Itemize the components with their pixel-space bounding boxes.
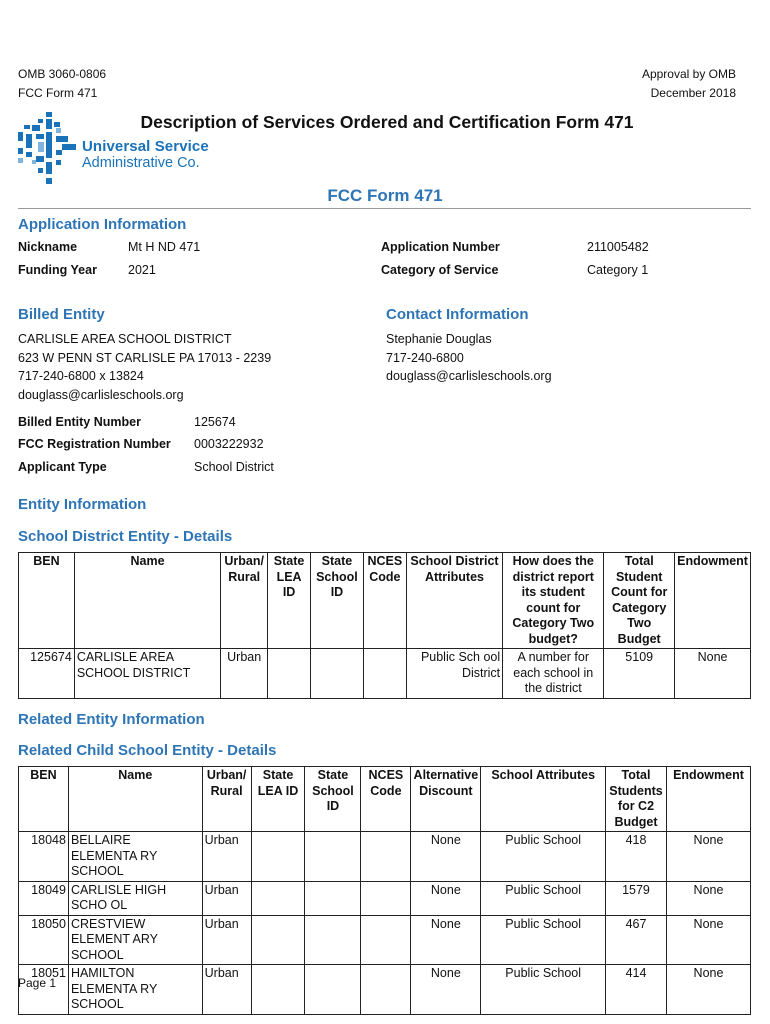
category-of-service-value: Category 1 <box>587 263 649 277</box>
district-col-ben: BEN <box>19 553 75 649</box>
entity-info-heading: Entity Information <box>18 496 147 513</box>
child-nces-cell <box>361 915 411 965</box>
child-col-ben: BEN <box>19 767 69 832</box>
child-school-id-cell <box>305 881 361 915</box>
child-endowment-cell: None <box>666 965 750 1015</box>
child-school-id-cell <box>305 832 361 882</box>
fcc-registration-label: FCC Registration Number <box>18 437 171 451</box>
approval-date: December 2018 <box>650 86 736 100</box>
child-discount-cell: None <box>411 832 481 882</box>
child-school-id-cell <box>305 915 361 965</box>
district-entity-table <box>18 552 751 699</box>
district-name-cell: CARLISLE AREA SCHOOL DISTRICT <box>74 649 220 699</box>
child-total-cell: 414 <box>606 965 667 1015</box>
child-discount-cell: None <box>411 881 481 915</box>
child-col-name: Name <box>68 767 202 832</box>
category-of-service-label: Category of Service <box>381 263 499 277</box>
district-endowment-cell: None <box>675 649 751 699</box>
district-col-count-method: How does the district report its student count for Category Two budget? <box>503 553 604 649</box>
table-row <box>19 965 751 1015</box>
child-name-cell: CARLISLE HIGH SCHO OL <box>68 881 202 915</box>
billed-entity-phone: 717-240-6800 x 13824 <box>18 369 144 383</box>
billed-entity-email: douglass@carlisleschools.org <box>18 387 184 402</box>
applicant-type-value: School District <box>194 460 274 474</box>
nickname-value: Mt H ND 471 <box>128 240 201 254</box>
child-col-endowment: Endowment <box>666 767 750 832</box>
child-nces-cell <box>361 965 411 1015</box>
child-school-details-heading: Related Child School Entity - Details <box>18 742 277 759</box>
child-total-cell: 1579 <box>606 881 667 915</box>
district-col-nces-code: NCES Code <box>363 553 406 649</box>
billed-entity-address-block <box>18 330 271 404</box>
contact-email: douglass@carlisleschools.org <box>386 369 552 383</box>
table-row <box>19 832 751 882</box>
child-col-state-school-id: State School ID <box>305 767 361 832</box>
child-lea-cell <box>251 881 305 915</box>
omb-number: OMB 3060-0806 <box>18 67 107 81</box>
billed-entity-heading: Billed Entity <box>18 306 105 323</box>
child-col-school-attributes: School Attributes <box>481 767 606 832</box>
child-name-cell: HAMILTON ELEMENTA RY SCHOOL <box>68 965 202 1015</box>
logo-line-2: Administrative Co. <box>82 155 200 171</box>
child-name-cell: CRESTVIEW ELEMENT ARY SCHOOL <box>68 915 202 965</box>
child-col-nces-code: NCES Code <box>361 767 411 832</box>
header-right <box>642 65 736 103</box>
child-attributes-cell: Public School <box>481 881 606 915</box>
table-row <box>19 649 751 699</box>
applicant-type-label: Applicant Type <box>18 460 107 474</box>
child-lea-cell <box>251 965 305 1015</box>
child-col-urban-rural: Urban/ Rural <box>202 767 251 832</box>
application-number-value: 211005482 <box>587 240 649 254</box>
omb-approval: Approval by OMB <box>641 67 736 81</box>
application-info-heading: Application Information <box>18 216 187 233</box>
child-ben-cell: 18050 <box>19 915 69 965</box>
district-col-total-count: Total Student Count for Category Two Budget <box>604 553 675 649</box>
district-school-id-cell <box>311 649 364 699</box>
child-total-cell: 467 <box>606 915 667 965</box>
form-title: FCC Form 471 <box>327 186 443 205</box>
child-discount-cell: None <box>411 915 481 965</box>
billed-entity-address: 623 W PENN ST CARLISLE PA 17013 - 2239 <box>18 350 272 365</box>
child-attributes-cell: Public School <box>481 965 606 1015</box>
district-col-attributes: School District Attributes <box>406 553 502 649</box>
child-endowment-cell: None <box>666 881 750 915</box>
billed-entity-name: CARLISLE AREA SCHOOL DISTRICT <box>18 332 232 346</box>
district-nces-cell <box>363 649 406 699</box>
application-number-label: Application Number <box>381 240 500 254</box>
child-urban-cell: Urban <box>202 881 251 915</box>
child-ben-cell: 18048 <box>19 832 69 882</box>
district-details-heading: School District Entity - Details <box>18 528 233 545</box>
district-col-endowment: Endowment <box>675 553 751 649</box>
logo-wordmark <box>82 138 209 172</box>
child-ben-cell: 18051 <box>19 965 69 1015</box>
child-attributes-cell: Public School <box>481 915 606 965</box>
child-col-alt-discount: Alternative Discount <box>411 767 481 832</box>
table-row <box>19 881 751 915</box>
header-left <box>18 65 106 103</box>
district-col-state-lea-id: State LEA ID <box>268 553 311 649</box>
child-lea-cell <box>251 832 305 882</box>
child-endowment-cell: None <box>666 915 750 965</box>
child-table-header-row <box>19 767 751 832</box>
child-total-cell: 418 <box>606 832 667 882</box>
child-nces-cell <box>361 881 411 915</box>
child-urban-cell: Urban <box>202 965 251 1015</box>
child-urban-cell: Urban <box>202 832 251 882</box>
child-nces-cell <box>361 832 411 882</box>
district-col-urban-rural: Urban/ Rural <box>221 553 268 649</box>
contact-block <box>386 330 552 386</box>
child-discount-cell: None <box>411 965 481 1015</box>
contact-phone: 717-240-6800 <box>386 350 464 365</box>
child-attributes-cell: Public School <box>481 832 606 882</box>
district-attributes-cell: Public Sch ool District <box>406 649 502 699</box>
child-col-total-students: Total Students for C2 Budget <box>606 767 667 832</box>
nickname-label: Nickname <box>18 240 78 254</box>
page-number: Page 1 <box>18 976 57 990</box>
document-title: Description of Services Ordered and Certification Form 471 <box>140 112 634 132</box>
funding-year-label: Funding Year <box>18 263 97 277</box>
child-name-cell: BELLAIRE ELEMENTA RY SCHOOL <box>68 832 202 882</box>
child-urban-cell: Urban <box>202 915 251 965</box>
child-school-id-cell <box>305 965 361 1015</box>
district-total-count-cell: 5109 <box>604 649 675 699</box>
district-count-method-cell: A number for each school in the district <box>503 649 604 699</box>
funding-year-value: 2021 <box>128 263 156 277</box>
child-endowment-cell: None <box>666 832 750 882</box>
table-row <box>19 915 751 965</box>
child-school-table <box>18 766 751 1015</box>
title-divider <box>18 208 751 209</box>
district-table-header-row <box>19 553 751 649</box>
related-entity-heading: Related Entity Information <box>18 711 205 728</box>
ben-label: Billed Entity Number <box>18 415 141 429</box>
form-label: FCC Form 471 <box>18 86 98 100</box>
contact-info-heading: Contact Information <box>386 306 529 323</box>
ben-value: 125674 <box>194 415 236 429</box>
district-ben-cell: 125674 <box>19 649 75 699</box>
child-col-state-lea-id: State LEA ID <box>251 767 305 832</box>
child-ben-cell: 18049 <box>19 881 69 915</box>
district-col-name: Name <box>74 553 220 649</box>
district-col-state-school-id: State School ID <box>311 553 364 649</box>
district-urban-cell: Urban <box>221 649 268 699</box>
contact-name: Stephanie Douglas <box>386 332 492 346</box>
logo-line-1: Universal Service <box>82 138 209 155</box>
fcc-registration-value: 0003222932 <box>194 437 264 451</box>
child-lea-cell <box>251 915 305 965</box>
district-lea-cell <box>268 649 311 699</box>
